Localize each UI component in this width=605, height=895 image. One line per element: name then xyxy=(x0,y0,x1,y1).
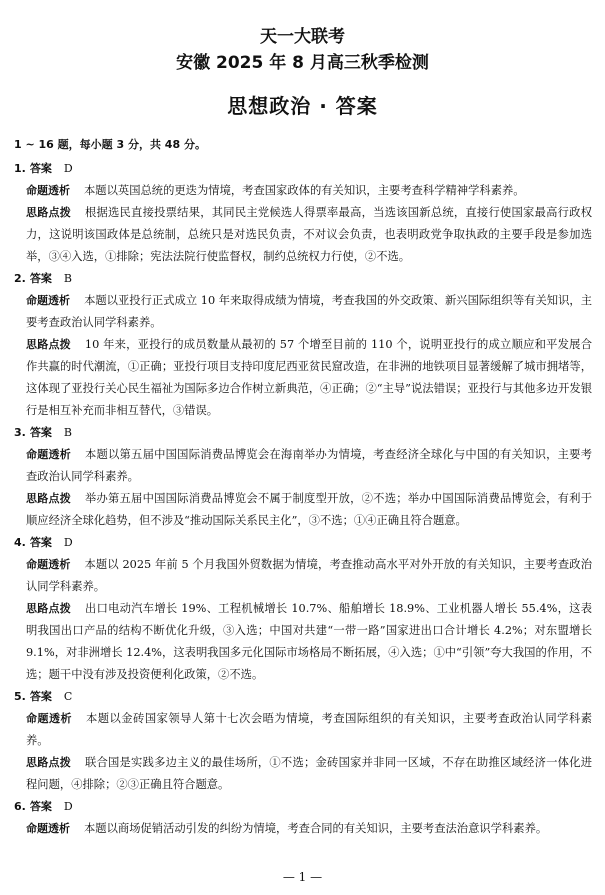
question-item xyxy=(14,532,592,686)
question-number: 1. xyxy=(14,162,26,175)
hint-paragraph xyxy=(26,598,592,686)
hint-text: 根据选民直接投票结果，其同民主党候选人得票率最高，当选该国新总统，直接行使国家最高行政权力，这说明该国政体是总统制，总统只是对选民负责，不对议会负责，也表明政党争取执政的主要手段是参加选举，③④入选，①排除；宪法法院行使监督权，制约总统权力行使，②不选。 xyxy=(26,206,592,263)
analysis-paragraph xyxy=(26,708,592,752)
hint-text: 出口电动汽车增长 19%、工程机械增长 10.7%、船舶增长 18.9%、工业机器人增长 55.4%，这表明我国出口产品的结构不断优化升级，③入选；中国对共建“一带一路”国家进出口合计增长 4.2%；对东盟增长 9.1%，对非洲增长 12.4%，这表明我国多元化国际市场格局不断拓展，④入选；①中“引领”夸大我国的作用，不选；题干中没有涉及投资便利化政策，②不选。 xyxy=(26,602,592,681)
answer-choice: D xyxy=(63,536,73,549)
page-number: — 1 — xyxy=(282,870,323,884)
answer-choice: D xyxy=(63,800,73,813)
analysis-label: 命题透析 xyxy=(26,184,70,197)
analysis-text: 本题以第五届中国国际消费品博览会在海南举办为情境，考查经济全球化与中国的有关知识，主要考查政治认同学科素养。 xyxy=(26,448,592,483)
analysis-paragraph xyxy=(26,554,592,598)
analysis-text: 本题以 2025 年前 5 个月我国外贸数据为情境，考查推动高水平对外开放的有关知识，主要考查政治认同学科素养。 xyxy=(26,558,592,593)
section-intro: 1 ~ 16 题，每小题 3 分，共 48 分。 xyxy=(14,138,206,151)
analysis-paragraph xyxy=(26,290,592,334)
answer-body xyxy=(14,134,592,840)
question-number: 6. xyxy=(14,800,26,813)
analysis-paragraph xyxy=(26,180,592,202)
hint-paragraph xyxy=(26,488,592,532)
answer-choice: B xyxy=(63,272,72,285)
analysis-text: 本题以亚投行正式成立 10 年来取得成绩为情境，考查我国的外交政策、新兴国际组织等有关知识，主要考查政治认同学科素养。 xyxy=(26,294,593,329)
analysis-text: 本题以英国总统的更迭为情境，考查国家政体的有关知识，主要考查科学精神学科素养。 xyxy=(84,184,525,197)
answer-line xyxy=(14,686,592,708)
answer-choice: C xyxy=(63,690,73,703)
hint-text: 10 年来，亚投行的成员数量从最初的 57 个增至目前的 110 个，说明亚投行的成立顺应和平发展合作共赢的时代潮流，①正确；亚投行项目支持印度尼西亚贫民窟改造，在非洲的地铁项目显著缓解了城市拥堵等，这体现了亚投行关心民生福祉为国际多边合作树立新典范，④正确；②“主导”说法错误；亚投行与其他多边开发银行是相互补充而非相互替代，③错误。 xyxy=(26,338,593,417)
subject-title: 思想政治 · 答案 xyxy=(227,94,378,118)
exam-title: 安徽 2025 年 8 月高三秋季检测 xyxy=(176,53,429,73)
analysis-text: 本题以商场促销活动引发的纠纷为情境，考查合同的有关知识，主要考查法治意识学科素养。 xyxy=(84,822,548,835)
analysis-label: 命题透析 xyxy=(26,294,71,307)
hint-label: 思路点拨 xyxy=(26,206,71,219)
answer-label: 答案 xyxy=(29,690,52,703)
hint-text: 举办第五届中国国际消费品博览会不属于制度型开放，②不选；举办中国国际消费品博览会，有利于顺应经济全球化趋势，但不涉及“推动国际关系民主化”，③不选；①④正确且符合题意。 xyxy=(26,492,592,527)
question-item xyxy=(14,158,592,268)
analysis-label: 命题透析 xyxy=(26,822,70,835)
question-number: 3. xyxy=(14,426,26,439)
hint-label: 思路点拨 xyxy=(26,492,71,505)
analysis-label: 命题透析 xyxy=(26,558,71,571)
answer-line xyxy=(14,796,592,818)
question-number: 5. xyxy=(14,690,26,703)
question-number: 4. xyxy=(14,536,26,549)
hint-label: 思路点拨 xyxy=(26,338,71,351)
analysis-paragraph xyxy=(26,818,592,840)
answer-label: 答案 xyxy=(29,800,52,813)
answer-line xyxy=(14,532,592,554)
question-item xyxy=(14,422,592,532)
answer-label: 答案 xyxy=(29,426,52,439)
analysis-paragraph xyxy=(26,444,592,488)
answer-label: 答案 xyxy=(29,536,52,549)
hint-paragraph xyxy=(26,334,592,422)
analysis-label: 命题透析 xyxy=(26,712,72,725)
analysis-text: 本题以金砖国家领导人第十七次会晤为情境，考查国际组织的有关知识，主要考查政治认同学科素养。 xyxy=(26,712,592,747)
answer-label: 答案 xyxy=(29,162,52,175)
hint-label: 思路点拨 xyxy=(26,602,72,615)
hint-text: 联合国是实践多边主义的最佳场所，①不选；金砖国家并非同一区域，不存在助推区域经济一体化进程问题，④排除；②③正确且符合题意。 xyxy=(26,756,592,791)
analysis-label: 命题透析 xyxy=(26,448,71,461)
question-number: 2. xyxy=(14,272,26,285)
hint-paragraph xyxy=(26,202,592,268)
hint-label: 思路点拨 xyxy=(26,756,71,769)
answer-line xyxy=(14,158,592,180)
answer-choice: D xyxy=(63,162,73,175)
answer-choice: B xyxy=(63,426,72,439)
question-item xyxy=(14,686,592,796)
question-item xyxy=(14,268,592,422)
question-list xyxy=(14,158,592,840)
answer-line xyxy=(14,268,592,290)
question-item xyxy=(14,796,592,840)
exam-series-title: 天一大联考 xyxy=(260,27,345,47)
answer-label: 答案 xyxy=(29,272,52,285)
answer-line xyxy=(14,422,592,444)
hint-paragraph xyxy=(26,752,592,796)
